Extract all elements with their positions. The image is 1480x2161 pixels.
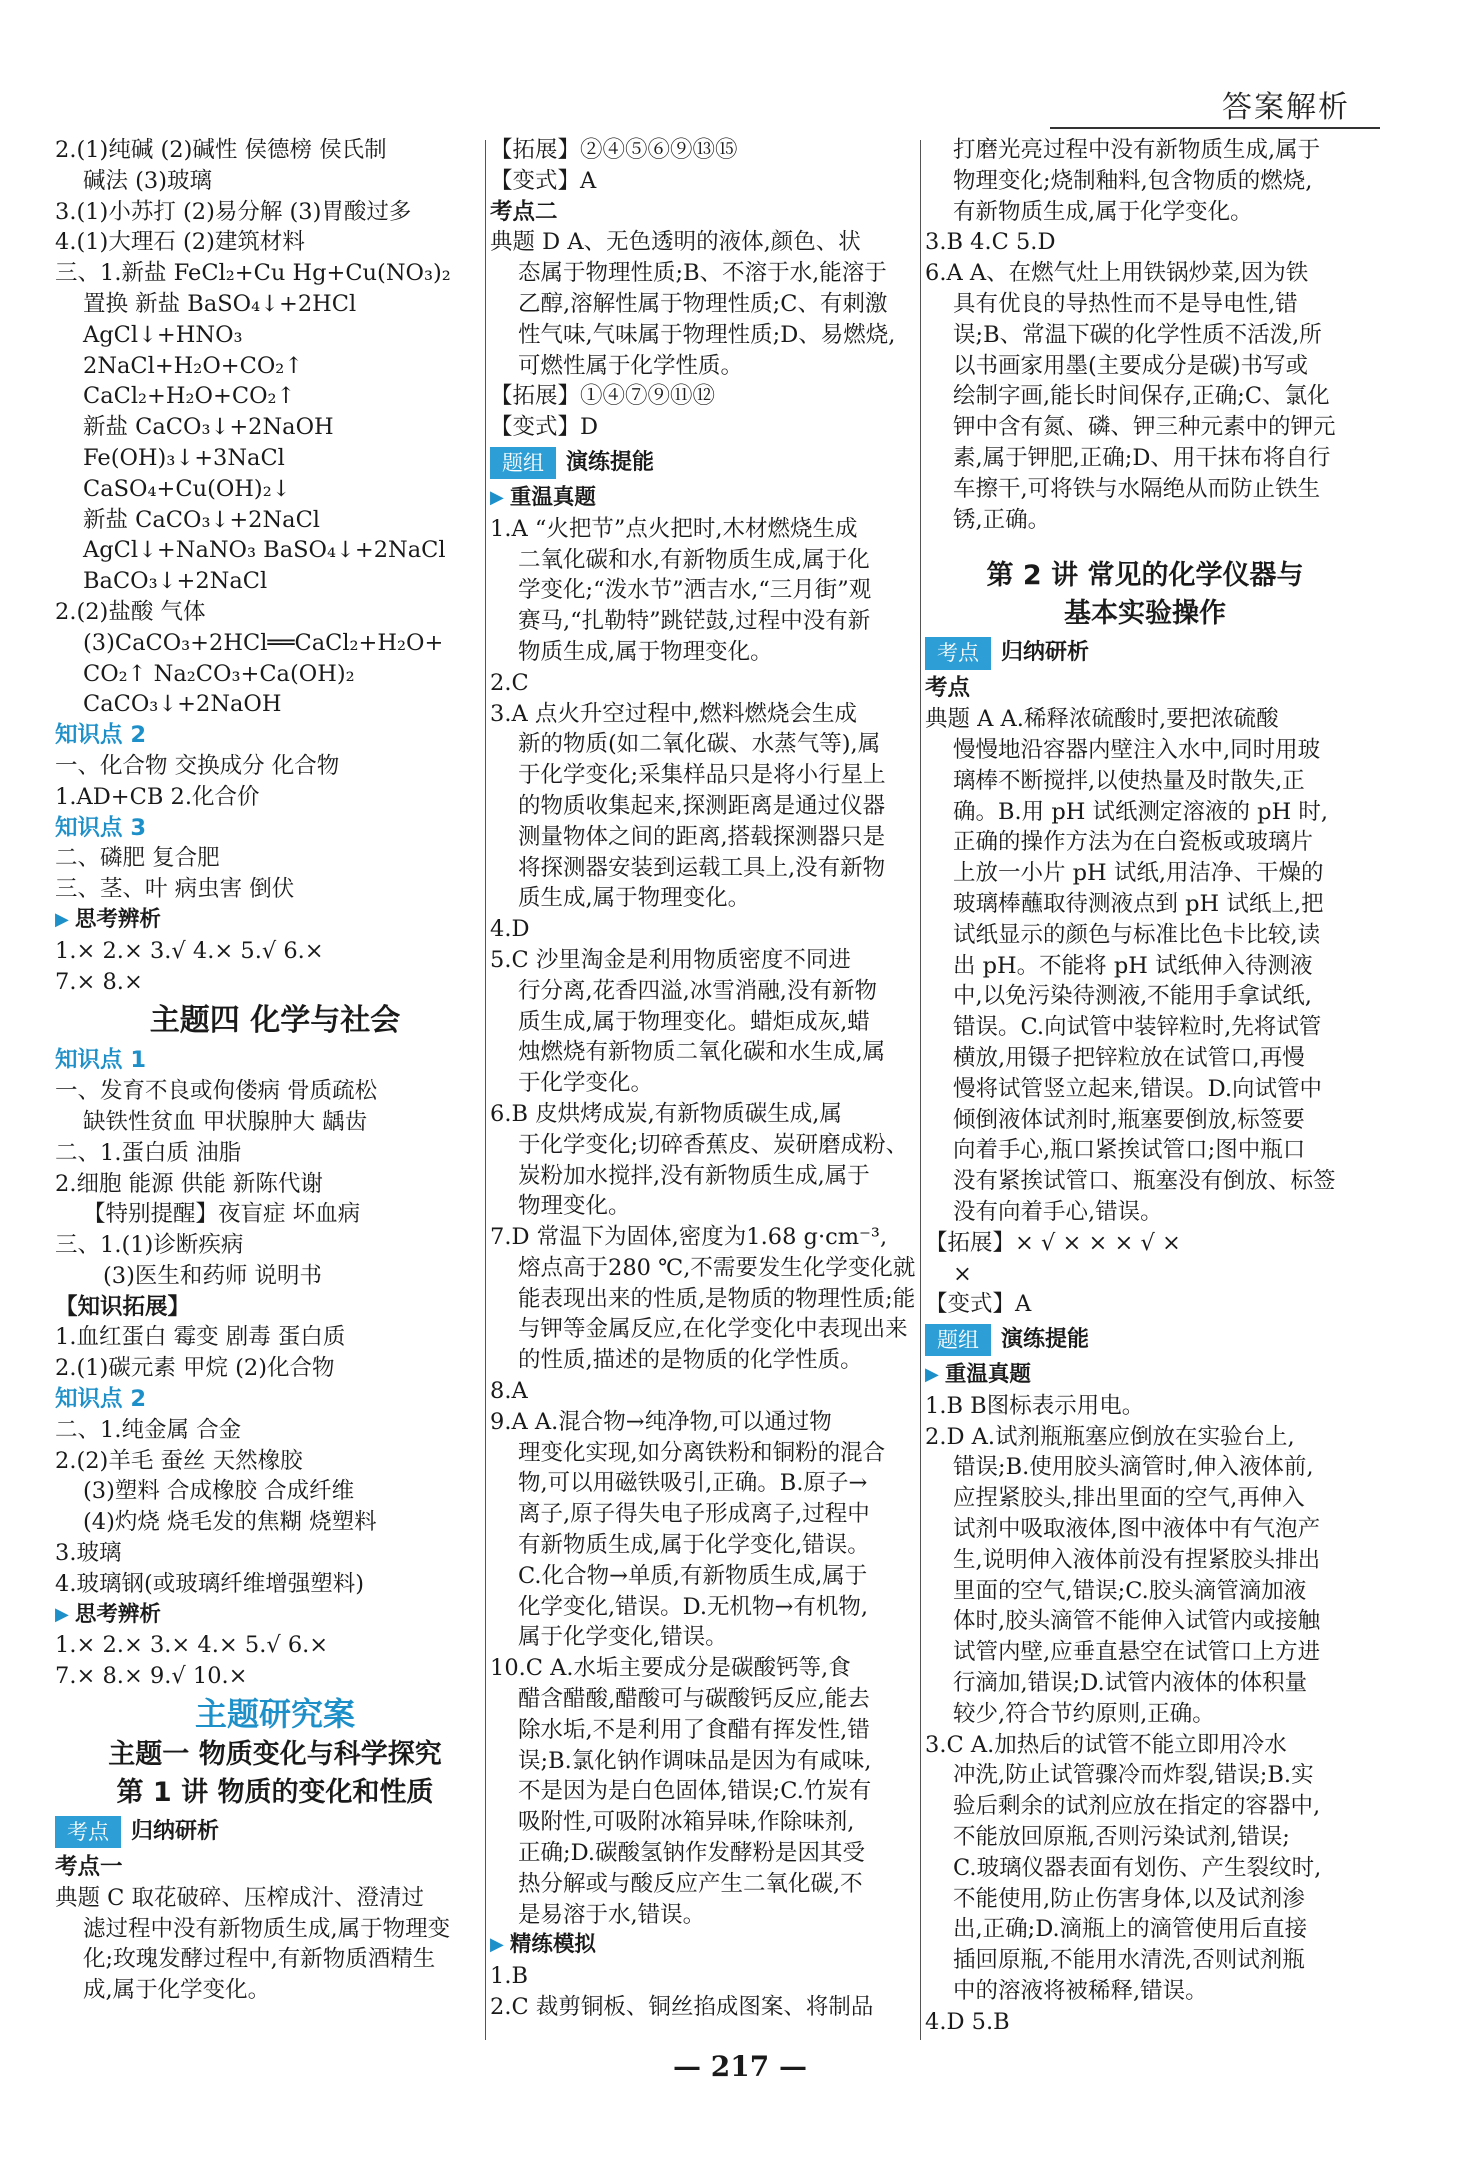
text-line: 新的物质(如二氧化碳、水蒸气等),属 — [518, 731, 881, 758]
text-line: 典题 A A.稀释浓硫酸时,要把浓硫酸 — [925, 706, 1279, 733]
text-line: AgCl↓+NaNO₃ BaSO₄↓+2NaCl — [83, 537, 446, 564]
text-line: 具有优良的导热性而不是导电性,错 — [953, 290, 1298, 317]
column-1 — [55, 135, 495, 2006]
text-line: 确。B.用 pH 试纸测定溶液的 pH 时, — [953, 798, 1328, 825]
text-line: 新盐 CaCO₃↓+2NaOH — [83, 414, 334, 441]
badge-label: 归纳研析 — [1001, 639, 1090, 665]
text-line: 1.A “火把节”点火把时,木材燃烧生成 — [490, 515, 858, 542]
arrow-icon: ▶ — [925, 1364, 939, 1386]
text-line: 的物质收集起来,探测距离是通过仪器 — [518, 792, 886, 819]
text-line: 测量物体之间的距离,搭载探测器只是 — [518, 823, 886, 850]
text-line: 2.D A.试剂瓶瓶塞应倒放在实验台上, — [925, 1423, 1295, 1450]
text-line: 误;B、常温下碳的化学性质不活泼,所 — [953, 321, 1322, 348]
text-line: 知识点 3 — [55, 814, 146, 841]
page-header — [0, 70, 1480, 130]
text-line: 烛燃烧有新物质二氧化碳和水生成,属 — [518, 1039, 886, 1066]
text-line: 不能使用,防止伤害身体,以及试剂渗 — [953, 1885, 1305, 1912]
text-line: 炭粉加水搅拌,没有新物质生成,属于 — [518, 1162, 870, 1189]
text-line: 不是因为是白色固体,错误;C.竹炭有 — [518, 1778, 872, 1805]
text-line: 中的溶液将被稀释,错误。 — [953, 1978, 1208, 2005]
text-line: Fe(OH)₃↓+3NaCl — [83, 444, 285, 471]
text-line: 车擦干,可将铁与水隔绝从而防止铁生 — [953, 475, 1321, 502]
text-line: 置换 新盐 BaSO₄↓+2HCl — [83, 290, 357, 317]
text-line: 正确;D.碳酸氢钠作发酵粉是因其受 — [518, 1840, 865, 1867]
text-line: CaCO₃↓+2NaOH — [83, 691, 282, 718]
text-line: 一、化合物 交换成分 化合物 — [55, 752, 340, 779]
text-line: 中,以免污染待测液,不能用手拿试纸, — [953, 983, 1312, 1010]
text-line: 错误;B.使用胶头滴管时,伸入液体前, — [953, 1454, 1314, 1481]
text-line: AgCl↓+HNO₃ — [83, 321, 243, 348]
text-line: 1.AD+CB 2.化合价 — [55, 783, 260, 810]
text-line: 2.(2)羊毛 蚕丝 天然橡胶 — [55, 1447, 303, 1474]
spacer — [925, 535, 1365, 557]
text-line: 【拓展】②④⑤⑥⑨⑬⑮ — [490, 137, 738, 163]
subsection-label: 精练模拟 — [509, 1932, 596, 1958]
text-line: 没有紧挨试管口、瓶塞没有倒放、标签 — [953, 1168, 1336, 1195]
text-line: 里面的空气,错误;C.胶头滴管滴加液 — [953, 1577, 1307, 1604]
text-line: 8.A — [490, 1378, 528, 1405]
text-line: 锈,正确。 — [953, 506, 1051, 533]
text-line: 考点一 — [55, 1854, 123, 1881]
text-line: 玻璃棒蘸取待测液点到 pH 试纸上,把 — [953, 890, 1324, 917]
section-badge — [925, 635, 1365, 671]
text-line: 有新物质生成,属于化学变化。 — [953, 198, 1253, 225]
text-line: 行分离,花香四溢,冰雪消融,没有新物 — [518, 977, 877, 1004]
text-line: 4.D 5.B — [925, 2008, 1010, 2035]
text-line: 不能放回原瓶,否则污染试剂,错误; — [953, 1824, 1290, 1851]
text-line: 属于化学变化,错误。 — [518, 1624, 728, 1651]
section-title: 主题四 化学与社会 — [149, 1003, 401, 1039]
text-line: 璃棒不断搅拌,以使热量及时散失,正 — [953, 767, 1305, 794]
text-line: 与钾等金属反应,在化学变化中表现出来 — [518, 1316, 908, 1343]
text-line: 倾倒液体试剂时,瓶塞要倒放,标签要 — [953, 1106, 1305, 1133]
text-line: 【变式】D — [490, 414, 599, 441]
text-line: 学变化;“泼水节”洒吉水,“三月街”观 — [518, 577, 872, 604]
badge-label: 演练提能 — [566, 449, 655, 475]
text-line: 知识点 2 — [55, 722, 146, 749]
text-line: 错误。C.向试管中装锌粒时,先将试管 — [953, 1014, 1322, 1041]
text-line: 成,属于化学变化。 — [83, 1977, 271, 2004]
text-line: 4.玻璃钢(或玻璃纤维增强塑料) — [55, 1570, 365, 1597]
text-line: 性气味,气味属于物理性质;D、易燃烧, — [518, 321, 896, 348]
badge-label: 归纳研析 — [131, 1818, 220, 1844]
column-2 — [490, 135, 930, 2023]
text-line: 二、1.纯金属 合金 — [55, 1416, 242, 1443]
text-line: 2.细胞 能源 供能 新陈代谢 — [55, 1170, 323, 1197]
text-line: 试管内壁,应垂直悬空在试管口上方进 — [953, 1639, 1321, 1666]
text-line: 试纸显示的颜色与标准比色卡比较,读 — [953, 921, 1321, 948]
text-line: (3)塑料 合成橡胶 合成纤维 — [83, 1478, 355, 1505]
text-line: 三、1.(1)诊断疾病 — [55, 1232, 244, 1259]
text-line: 插回原瓶,不能用水清洗,否则试剂瓶 — [953, 1947, 1305, 1974]
badge-label: 演练提能 — [1001, 1326, 1090, 1352]
subsection-label: 思考辨析 — [74, 906, 161, 932]
text-line: 可燃性属于化学性质。 — [518, 352, 744, 379]
text-line: 体时,胶头滴管不能伸入试管内或接触 — [953, 1608, 1321, 1635]
text-line: 上放一小片 pH 试纸,用洁净、干燥的 — [953, 860, 1324, 887]
text-line: 3.B 4.C 5.D — [925, 229, 1056, 256]
text-line: C.玻璃仪器表面有划伤、产生裂纹时, — [953, 1854, 1322, 1881]
text-line: 于化学变化;切碎香蕉皮、炭研磨成粉、 — [518, 1131, 909, 1158]
subsection-label: 重温真题 — [944, 1362, 1031, 1388]
text-line: 三、茎、叶 病虫害 倒伏 — [55, 876, 295, 903]
text-line: 素,属于钾肥,正确;D、用干抹布将自行 — [953, 444, 1331, 471]
text-line: 3.玻璃 — [55, 1540, 122, 1567]
page-number: — 217 — — [673, 2050, 807, 2083]
column-divider — [920, 140, 921, 2040]
text-line: 慢慢地沿容器内壁注入水中,同时用玻 — [953, 736, 1321, 763]
text-line: (3)CaCO₃+2HCl══CaCl₂+H₂O+ — [83, 629, 444, 656]
text-line: 7.D 常温下为固体,密度为1.68 g·cm⁻³, — [490, 1224, 888, 1251]
text-line: 【特别提醒】夜盲症 坏血病 — [83, 1201, 361, 1228]
text-line: 考点 — [925, 675, 971, 702]
text-line: 化学变化,错误。D.无机物→有机物, — [518, 1593, 869, 1620]
subsection-label: 重温真题 — [509, 484, 596, 510]
text-line: 二、1.蛋白质 油脂 — [55, 1139, 242, 1166]
text-line: 出 pH。不能将 pH 试纸伸入待测液 — [953, 952, 1313, 979]
text-line: 绘制字画,能长时间保存,正确;C、氯化 — [953, 383, 1330, 410]
text-line: 离子,原子得失电子形成离子,过程中 — [518, 1501, 870, 1528]
text-line: 除水垢,不是利用了食醋有挥发性,错 — [518, 1716, 870, 1743]
arrow-icon: ▶ — [490, 486, 504, 508]
text-line: 打磨光亮过程中没有新物质生成,属于 — [953, 137, 1321, 163]
text-line: 验后剩余的试剂应放在指定的容器中, — [953, 1793, 1321, 1820]
text-line: 知识点 2 — [55, 1386, 146, 1413]
section-badge — [490, 445, 930, 481]
text-line: 7.× 8.× — [55, 968, 143, 995]
text-line: 1.B — [490, 1963, 529, 1990]
badge-tag: 考点 — [55, 1816, 121, 1849]
text-line: 醋含醋酸,醋酸可与碳酸钙反应,能去 — [518, 1686, 870, 1713]
text-line: 典题 D A、无色透明的液体,颜色、状 — [490, 229, 861, 256]
text-line: C.化合物→单质,有新物质生成,属于 — [518, 1562, 868, 1589]
text-line: CO₂↑ Na₂CO₃+Ca(OH)₂ — [83, 660, 355, 687]
text-line: (4)灼烧 烧毛发的焦糊 烧塑料 — [83, 1509, 377, 1536]
section-title: 主题研究案 — [194, 1695, 355, 1734]
text-line: 应捏紧胶头,排出里面的空气,再伸入 — [953, 1485, 1305, 1512]
column-3 — [925, 135, 1365, 2038]
text-line: 钾中含有氮、磷、钾三种元素中的钾元 — [953, 414, 1336, 441]
text-line: 将探测器安装到运载工具上,没有新物 — [518, 854, 886, 881]
text-line: 【变式】A — [490, 167, 597, 194]
text-line: 典题 C 取花破碎、压榨成汁、澄清过 — [55, 1884, 425, 1911]
subsection-heading — [925, 1360, 1365, 1391]
text-line: 5.C 沙里淘金是利用物质密度不同进 — [490, 946, 851, 973]
text-line: 缺铁性贫血 甲状腺肿大 龋齿 — [83, 1108, 368, 1135]
header-title: 答案解析 — [1222, 90, 1350, 125]
text-line: 1.× 2.× 3.× 4.× 5.√ 6.× — [55, 1632, 329, 1659]
text-line: 1.血红蛋白 霉变 剧毒 蛋白质 — [55, 1324, 346, 1351]
text-line: 的性质,描述的是物质的化学性质。 — [518, 1347, 863, 1374]
text-line: 9.A A.混合物→纯净物,可以通过物 — [490, 1408, 832, 1435]
text-line: 滤过程中没有新物质生成,属于物理变 — [83, 1915, 451, 1942]
subsection-heading — [55, 905, 495, 936]
text-line: CaCl₂+H₂O+CO₂↑ — [83, 383, 296, 410]
text-line: 2NaCl+H₂O+CO₂↑ — [83, 352, 304, 379]
badge-tag: 考点 — [925, 637, 991, 670]
text-line: 正确的操作方法为在白瓷板或玻璃片 — [953, 829, 1314, 856]
badge-tag: 题组 — [490, 447, 556, 480]
text-line: 横放,用镊子把锌粒放在试管口,再慢 — [953, 1044, 1305, 1071]
text-line: 考点二 — [490, 198, 558, 225]
text-line: (3)医生和药师 说明书 — [103, 1262, 323, 1289]
text-line: 赛马,“扎勒特”跳铓鼓,过程中没有新 — [518, 608, 871, 635]
text-line: 理变化实现,如分离铁粉和铜粉的混合 — [518, 1439, 886, 1466]
text-line: 碱法 (3)玻璃 — [83, 167, 213, 194]
text-line: 【拓展】× √ × × × √ × — [925, 1229, 1181, 1256]
header-rule — [1050, 127, 1380, 129]
subsection-heading — [490, 483, 930, 514]
text-line: 10.C A.水垢主要成分是碳酸钙等,食 — [490, 1655, 851, 1682]
text-line: 误;B.氯化钠作调味品是因为有咸味, — [518, 1747, 872, 1774]
text-line: 2.(1)纯碱 (2)碱性 侯德榜 侯氏制 — [55, 137, 387, 163]
text-line: BaCO₃↓+2NaCl — [83, 568, 268, 595]
text-line: 1.B B图标表示用电。 — [925, 1392, 1145, 1419]
text-line: 熔点高于280 ℃,不需要发生化学变化就 — [518, 1254, 916, 1281]
text-line: 6.B 皮烘烤成炭,有新物质碳生成,属 — [490, 1100, 842, 1127]
text-line: 3.C A.加热后的试管不能立即用冷水 — [925, 1731, 1287, 1758]
text-line: 慢将试管竖立起来,错误。D.向试管中 — [953, 1075, 1323, 1102]
text-line: 质生成,属于物理变化。蜡炬成灰,蜡 — [518, 1008, 870, 1035]
text-line: 3.A 点火升空过程中,燃料燃烧会生成 — [490, 700, 858, 727]
text-line: 较少,符合节约原则,正确。 — [953, 1700, 1215, 1727]
text-line: 新盐 CaCO₃↓+2NaCl — [83, 506, 320, 533]
text-line: 化;玫瑰发酵过程中,有新物质酒精生 — [83, 1946, 436, 1973]
text-line: 吸附性,可吸附冰箱异味,作除味剂, — [518, 1809, 855, 1836]
text-line: 于化学变化;采集样品只是将小行星上 — [518, 762, 886, 789]
text-line: 乙醇,溶解性属于物理性质;C、有刺激 — [518, 290, 888, 317]
text-line: 一、发育不良或佝偻病 骨质疏松 — [55, 1078, 378, 1105]
text-line: 物,可以用磁铁吸引,正确。B.原子→ — [518, 1470, 868, 1497]
text-line: 4.(1)大理石 (2)建筑材料 — [55, 229, 305, 256]
text-line: 行滴加,错误;D.试管内液体的体积量 — [953, 1670, 1308, 1697]
subsection-label: 思考辨析 — [74, 1601, 161, 1627]
text-line: 试剂中吸取液体,图中液体中有气泡产 — [953, 1516, 1321, 1543]
text-line: 6.A A、在燃气灶上用铁锅炒菜,因为铁 — [925, 260, 1309, 287]
badge-tag: 题组 — [925, 1324, 991, 1357]
text-line: 没有向着手心,错误。 — [953, 1198, 1163, 1225]
text-line: 于化学变化。 — [518, 1070, 654, 1097]
text-line: 【变式】A — [925, 1291, 1032, 1318]
text-line: 向着手心,瓶口紧挨试管口;图中瓶口 — [953, 1137, 1306, 1164]
text-line: 冲洗,防止试管骤冷而炸裂,错误;B.实 — [953, 1762, 1314, 1789]
text-line: 知识点 1 — [55, 1047, 146, 1074]
text-line: 物质生成,属于物理变化。 — [518, 638, 773, 665]
text-line: 质生成,属于物理变化。 — [518, 885, 751, 912]
section-badge — [925, 1322, 1365, 1358]
text-line: 有新物质生成,属于化学变化,错误。 — [518, 1532, 870, 1559]
text-line: 能表现出来的性质,是物质的物理性质;能 — [518, 1285, 916, 1312]
text-line: 三、1.新盐 FeCl₂+Cu Hg+Cu(NO₃)₂ — [55, 260, 451, 287]
text-line: 1.× 2.× 3.√ 4.× 5.√ 6.× — [55, 937, 324, 964]
text-line: 【知识拓展】 — [55, 1293, 191, 1320]
text-line: 出,正确;D.滴瓶上的滴管使用后直接 — [953, 1916, 1308, 1943]
text-line: 2.(2)盐酸 气体 — [55, 598, 206, 625]
text-line: 以书画家用墨(主要成分是碳)书写或 — [953, 352, 1309, 379]
text-line: 2.C — [490, 669, 529, 696]
arrow-icon: ▶ — [55, 1603, 69, 1625]
text-line: 生,说明伸入液体前没有捏紧胶头排出 — [953, 1546, 1321, 1573]
text-line: 物理变化。 — [518, 1193, 631, 1220]
arrow-icon: ▶ — [55, 908, 69, 930]
text-line: 是易溶于水,错误。 — [518, 1901, 706, 1928]
column-divider — [485, 140, 486, 2040]
section-title: 基本实验操作 — [1064, 598, 1226, 630]
subsection-heading — [55, 1600, 495, 1631]
text-line: 4.D — [490, 916, 530, 943]
text-line: 2.(1)碳元素 甲烷 (2)化合物 — [55, 1355, 335, 1382]
text-line: 热分解或与酸反应产生二氧化碳,不 — [518, 1870, 863, 1897]
section-title: 第 2 讲 常见的化学仪器与 — [986, 560, 1304, 592]
section-badge — [55, 1814, 495, 1850]
text-line: 3.(1)小苏打 (2)易分解 (3)胃酸过多 — [55, 198, 412, 225]
text-line: × — [953, 1260, 972, 1287]
text-line: 态属于物理性质;B、不溶于水,能溶于 — [518, 260, 887, 287]
text-line: 物理变化;烧制釉料,包含物质的燃烧, — [953, 167, 1313, 194]
text-line: 二氧化碳和水,有新物质生成,属于化 — [518, 546, 870, 573]
arrow-icon: ▶ — [490, 1934, 504, 1956]
text-line: CaSO₄+Cu(OH)₂↓ — [83, 475, 291, 502]
text-line: 二、磷肥 复合肥 — [55, 845, 220, 872]
text-line: 【拓展】①④⑦⑨⑪⑫ — [490, 383, 716, 410]
section-title: 主题一 物质变化与科学探究 — [108, 1739, 442, 1771]
section-title: 第 1 讲 物质的变化和性质 — [116, 1777, 434, 1809]
text-line: 2.C 裁剪铜板、铜丝掐成图案、将制品 — [490, 1994, 874, 2021]
subsection-heading — [490, 1930, 930, 1961]
text-line: 7.× 8.× 9.√ 10.× — [55, 1663, 248, 1690]
